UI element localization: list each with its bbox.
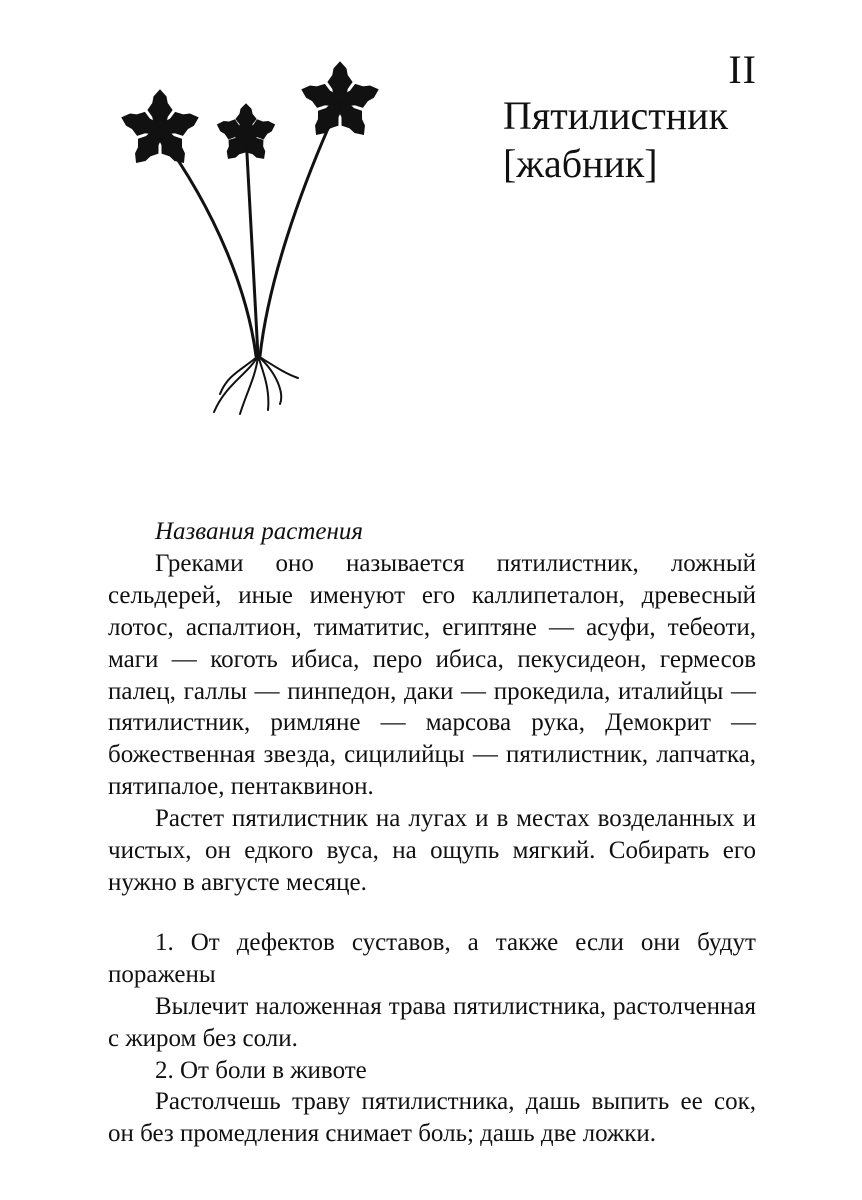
remedy-1-text: Вылечит наложенная трава пятилистника, растолченная с жиром без соли. bbox=[108, 992, 756, 1052]
section-heading: Названия растения bbox=[155, 518, 364, 545]
paragraph-plant-names: Греками оно называется пятилистник, ложный сельдерей, иные именуют его каллипеталон, древесный лотос, аспалтион, тиматитис, египтяне — асуфи, тебеоти, маги — коготь ибиса, перо ибиса, пекусидеон, гермесов палец, галлы — пинпедон, даки — прокедила, италийцы — пятилистник, римляне — марсова рука, Демокрит — божественная звезда, сицилийцы — пятилистник, лапчатка, пятипалое, пентаквинон. bbox=[108, 549, 756, 801]
body-text bbox=[108, 516, 756, 1150]
chapter-title bbox=[503, 92, 728, 188]
remedy-2-heading: 2. От боли в животе bbox=[155, 1056, 367, 1084]
cinquefoil-plant-icon bbox=[108, 44, 398, 420]
remedy-2-text: Растолчешь траву пятилистника, дашь выпить ее сок, он без промедления снимает боль; дашь две ложки. bbox=[108, 1088, 756, 1148]
chapter-number: II bbox=[728, 47, 757, 92]
chapter-title-line-1: Пятилистник bbox=[503, 93, 729, 138]
remedy-1-heading: 1. От дефектов суставов, а также если они будут поражены bbox=[108, 928, 756, 988]
chapter-title-line-2: [жабник] bbox=[503, 141, 658, 186]
spacer bbox=[108, 899, 756, 927]
paragraph-habitat: Растет пятилистник на лугах и в местах возделанных и чистых, он едкого вуса, на ощупь мягкий. Собирать его нужно в августе месяце. bbox=[108, 805, 756, 896]
